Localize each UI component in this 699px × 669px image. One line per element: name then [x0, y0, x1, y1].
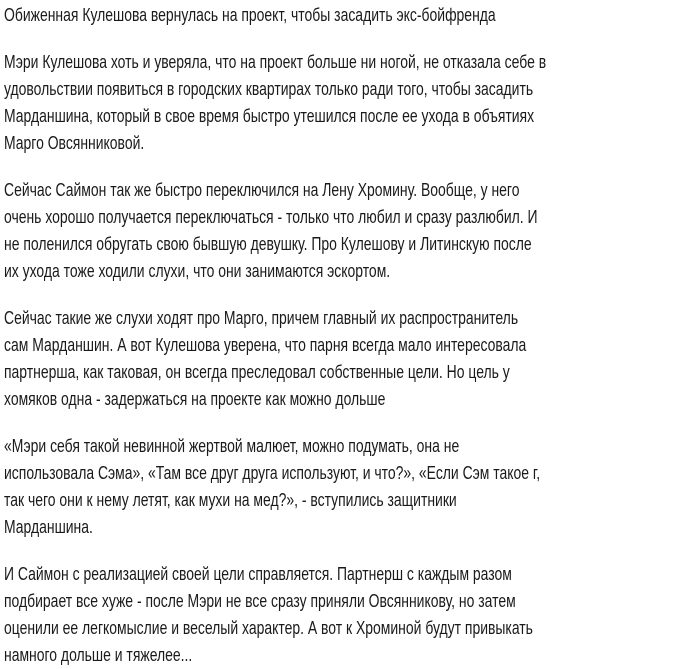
article-title: Обиженная Кулешова вернулась на проект, чтобы засадить экс-бойфренда	[4, 5, 496, 25]
paragraph-line: оценили ее легкомыслие и веселый характер. А вот к Хроминой будут привыкать	[4, 618, 533, 638]
paragraph-line: Марго Овсянниковой.	[4, 133, 145, 153]
paragraph-1	[4, 49, 699, 157]
paragraph-4-quotes	[4, 433, 699, 541]
paragraph-2	[4, 177, 699, 285]
paragraph-line: так чего они к нему летят, как мухи на мед?», - вступились защитники	[4, 490, 457, 510]
paragraph-line: не поленился обругать свою бывшую девушку. Про Кулешову и Литинскую после	[4, 234, 532, 254]
paragraph-line: Сейчас Саймон так же быстро переключился на Лену Хромину. Вообще, у него	[4, 180, 520, 200]
paragraph-line: Марданшина, который в свое время быстро утешился после ее ухода в объятиях	[4, 106, 535, 126]
paragraph-line: удовольствии появиться в городских квартирах только ради того, чтобы засадить	[4, 79, 534, 99]
paragraph-line: партнерша, как таковая, он всегда преследовал собственные цели. Но цель у	[4, 362, 510, 382]
paragraph-3	[4, 305, 699, 413]
paragraph-line: Марданшина.	[4, 517, 93, 537]
article	[4, 0, 699, 669]
paragraph-line: очень хорошо получается переключаться - только что любил и сразу разлюбил. И	[4, 207, 538, 227]
paragraph-line: И Саймон с реализацией своей цели справляется. Партнерш с каждым разом	[4, 564, 512, 584]
paragraph-line: использовала Сэма», «Там все друг друга используют, и что?», «Если Сэм такое г,	[4, 463, 541, 483]
paragraph-5	[4, 561, 699, 669]
paragraph-line: подбирает все хуже - после Мэри не все сразу приняли Овсянникову, но затем	[4, 591, 516, 611]
paragraph-line: их ухода тоже ходили слухи, что они занимаются эскортом.	[4, 261, 391, 281]
paragraph-line: Мэри Кулешова хоть и уверяла, что на проект больше ни ногой, не отказала себе в	[4, 52, 547, 72]
paragraph-line: Сейчас такие же слухи ходят про Марго, причем главный их распространитель	[4, 308, 519, 328]
paragraph-line: сам Марданшин. А вот Кулешова уверена, что парня всегда мало интересовала	[4, 335, 527, 355]
paragraph-line: «Мэри себя такой невинной жертвой малюет, можно подумать, она не	[4, 436, 460, 456]
paragraph-line: хомяков одна - задержаться на проекте как можно дольше	[4, 389, 386, 409]
paragraph-line: намного дольше и тяжелее...	[4, 645, 193, 665]
